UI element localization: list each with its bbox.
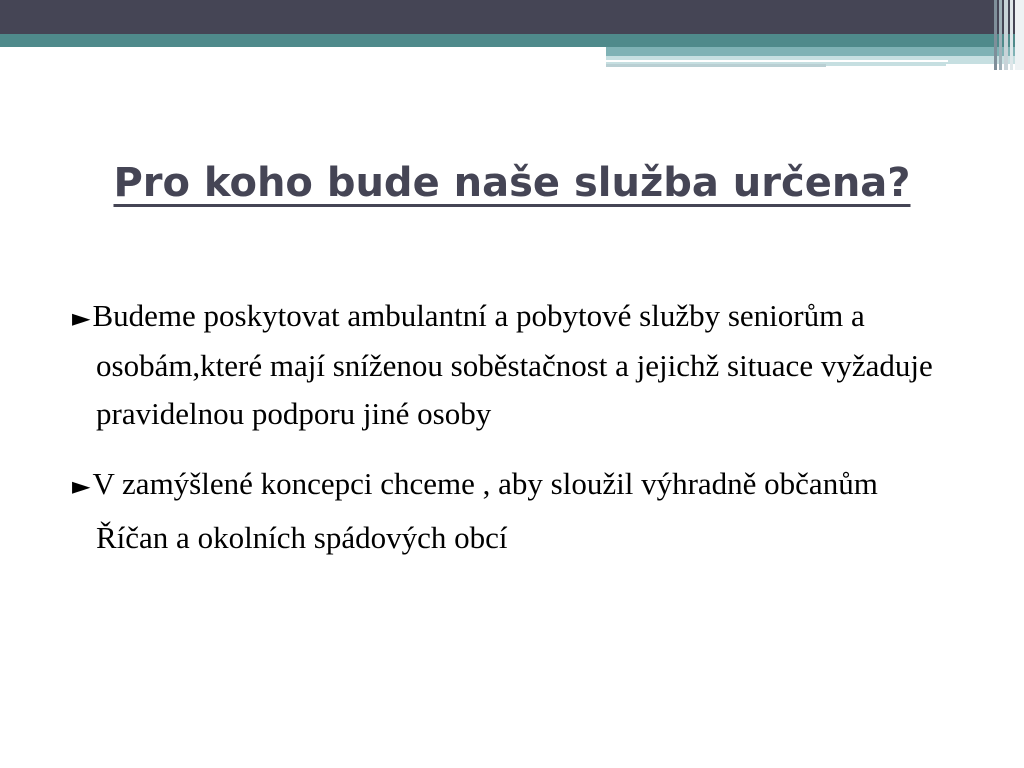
vertical-stripe (1010, 0, 1013, 70)
bullet-list (72, 292, 952, 563)
header-band-thin-grey-2 (826, 64, 946, 66)
vertical-stripe (994, 0, 997, 70)
vertical-stripe (1004, 0, 1008, 70)
header-band-light-teal (606, 47, 1024, 56)
header-band-teal (0, 34, 1024, 47)
vertical-stripe (999, 0, 1002, 70)
bullet-arrow-icon: ► (72, 304, 91, 332)
header-vertical-stripes (994, 0, 1024, 70)
bullet-item (72, 292, 952, 438)
slide-title-text: Pro koho bude naše služba určena? (113, 160, 911, 206)
bullet-text: V zamýšlené koncepci chceme , aby sloužil výhradně občanům Říčan a okolních spádových obcí (92, 466, 878, 555)
vertical-stripe (1015, 0, 1024, 70)
bullet-arrow-icon: ► (72, 472, 91, 500)
header-band-thin-grey (606, 64, 826, 67)
header-band-dark (0, 0, 1024, 34)
bullet-text: Budeme poskytovat ambulantní a pobytové služby seniorům a osobám,které mají sníženou soběstačnost a jejichž situace vyžaduje pravidelnou podporu jiné osoby (92, 298, 933, 431)
header-band-thin-white (606, 60, 948, 62)
slide-title (0, 160, 1024, 206)
bullet-item (72, 458, 952, 563)
